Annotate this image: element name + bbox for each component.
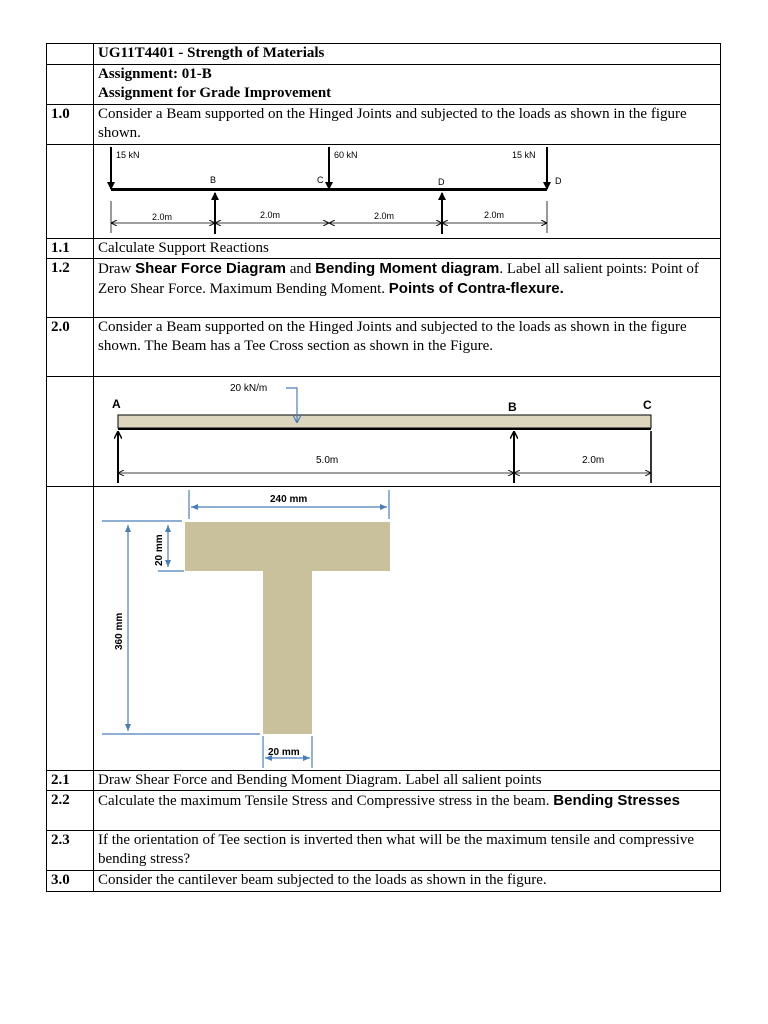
question-number: 1.2 <box>47 259 94 318</box>
question-text: If the orientation of Tee section is inverted then what will be the maximum tensile and compressive bending stress? <box>94 831 721 871</box>
subquestion-row <box>47 831 721 871</box>
load-label: 15 kN <box>116 150 140 160</box>
span-label: 2.0m <box>484 210 505 220</box>
point-label: D <box>438 177 445 187</box>
subquestion-row <box>47 791 721 831</box>
load-label: 60 kN <box>334 150 358 160</box>
subquestion-row <box>47 771 721 791</box>
assignment-subtitle: Assignment for Grade Improvement <box>98 85 332 101</box>
tee-section-diagram <box>98 487 724 770</box>
span-label: 2.0m <box>260 210 281 220</box>
figure-row <box>47 487 721 771</box>
beam-diagram-1 <box>98 145 724 238</box>
empty-cell <box>47 145 94 239</box>
question-number: 3.0 <box>47 871 94 892</box>
assignment-table <box>46 43 721 892</box>
span-label: 2.0m <box>374 211 395 221</box>
text-run: . Label all salient points: Point of Zero Shear Force. Maximum Bending Moment. <box>98 261 699 297</box>
empty-cell <box>47 44 94 65</box>
tee-flange <box>185 522 390 571</box>
question-row <box>47 105 721 145</box>
question-text <box>94 259 721 318</box>
point-label: B <box>210 175 217 185</box>
question-row <box>47 318 721 377</box>
empty-cell <box>47 377 94 487</box>
emphasis: Shear Force Diagram <box>135 260 286 277</box>
assignment-number: Assignment: 01-B <box>98 66 212 82</box>
question-number: 2.0 <box>47 318 94 377</box>
emphasis: Points of Contra-flexure. <box>388 280 564 297</box>
empty-cell <box>47 487 94 771</box>
point-label: C <box>317 175 324 185</box>
flange-thickness-label: 20 mm <box>154 534 165 566</box>
load-label: 20 kN/m <box>230 383 268 394</box>
course-title: UG11T4401 - Strength of Materials <box>94 44 721 65</box>
beam-diagram-2 <box>98 377 724 486</box>
question-row <box>47 871 721 892</box>
subquestion-row <box>47 239 721 259</box>
tee-web <box>263 571 312 734</box>
point-label: C <box>643 398 652 412</box>
flange-width-label: 240 mm <box>270 494 308 505</box>
beam-figure-2 <box>94 377 721 487</box>
question-text: Consider a Beam supported on the Hinged Joints and subjected to the loads as shown in the figure shown. The Beam has a Tee Cross section as shown in the Figure. <box>94 318 721 377</box>
point-label: D <box>555 176 562 186</box>
assignment-row <box>47 65 721 105</box>
beam-figure-1 <box>94 145 721 239</box>
depth-label: 360 mm <box>114 612 125 650</box>
span-label: 2.0m <box>152 212 173 222</box>
header-row <box>47 44 721 65</box>
point-label: A <box>112 397 121 411</box>
emphasis: Bending Stresses <box>553 792 680 809</box>
tee-section-figure <box>94 487 721 771</box>
point-label: B <box>508 400 517 414</box>
question-text: Draw Shear Force and Bending Moment Diagram. Label all salient points <box>94 771 721 791</box>
text-run: and <box>285 261 316 277</box>
question-text: Calculate Support Reactions <box>94 239 721 259</box>
text-run: Draw <box>98 261 136 277</box>
emphasis: Bending Moment diagram <box>315 260 500 277</box>
question-number: 1.1 <box>47 239 94 259</box>
question-text: Consider the cantilever beam subjected to the loads as shown in the figure. <box>94 871 721 892</box>
text-run: Calculate the maximum Tensile Stress and Compressive stress in the beam. <box>98 793 554 809</box>
question-number: 2.1 <box>47 771 94 791</box>
question-number: 1.0 <box>47 105 94 145</box>
assignment-heading <box>94 65 721 105</box>
load-label: 15 kN <box>512 150 536 160</box>
subquestion-row <box>47 259 721 318</box>
question-number: 2.3 <box>47 831 94 871</box>
empty-cell <box>47 65 94 105</box>
figure-row <box>47 377 721 487</box>
span-label: 2.0m <box>582 455 605 466</box>
question-text <box>94 791 721 831</box>
figure-row <box>47 145 721 239</box>
span-label: 5.0m <box>316 455 339 466</box>
web-thickness-label: 20 mm <box>268 747 300 758</box>
question-number: 2.2 <box>47 791 94 831</box>
question-text: Consider a Beam supported on the Hinged Joints and subjected to the loads as shown in the figure shown. <box>94 105 721 145</box>
beam-body <box>118 415 651 428</box>
